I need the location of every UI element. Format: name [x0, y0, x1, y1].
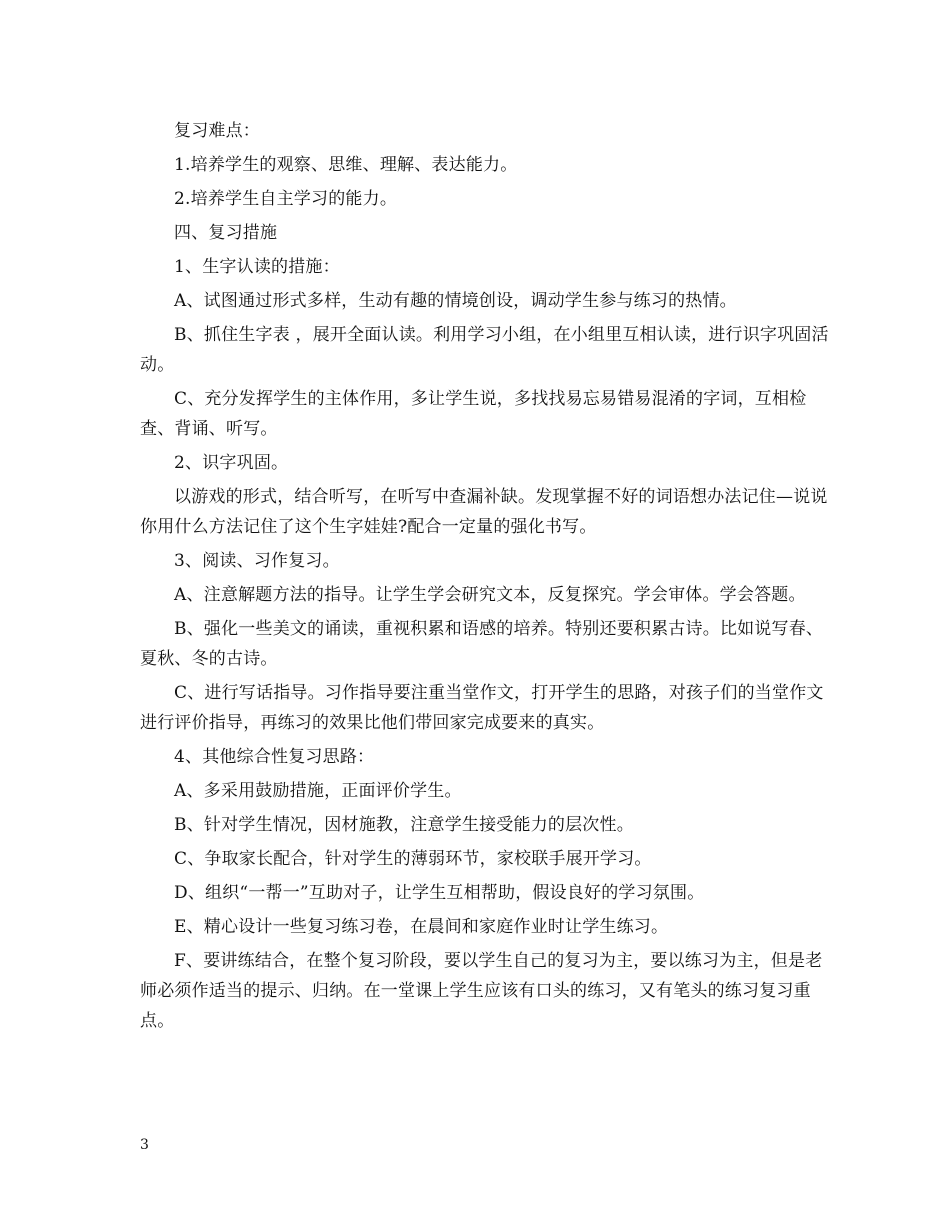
paragraph-measure-4c: C、争取家长配合，针对学生的薄弱环节，家校联手展开学习。 — [174, 849, 652, 869]
paragraph-measure-2-body: 以游戏的形式，结合听写，在听写中查漏补缺。发现掌握不好的词语想办法记住—说说你用什么方法记住了这个生字娃娃?配合一定量的强化书写。 — [140, 487, 828, 537]
paragraph-measure-1-heading: 1、生字认读的措施： — [174, 257, 340, 277]
paragraph-measure-4d: D、组织“一帮一”互助对子，让学生互相帮助，假设良好的学习氛围。 — [174, 883, 705, 903]
paragraph-measure-2-heading: 2、识字巩固。 — [174, 453, 289, 473]
paragraph-difficulty-2: 2.培养学生自主学习的能力。 — [174, 189, 398, 209]
paragraph-measure-4e: E、精心设计一些复习练习卷，在晨间和家庭作业时让学生练习。 — [174, 917, 669, 937]
paragraph-section-4-heading: 四、复习措施 — [174, 223, 278, 243]
paragraph-measure-1a: A、试图通过形式多样，生动有趣的情境创设，调动学生参与练习的热情。 — [174, 291, 737, 311]
paragraph-measure-4a: A、多采用鼓励措施，正面评价学生。 — [174, 781, 462, 801]
paragraph-measure-3a: A、注意解题方法的指导。让学生学会研究文本，反复探究。学会审体。学会答题。 — [174, 585, 806, 605]
paragraph-review-difficulty-heading: 复习难点： — [174, 121, 260, 141]
paragraph-measure-3-heading: 3、阅读、习作复习。 — [174, 551, 340, 571]
document-body — [140, 116, 830, 1040]
paragraph-measure-3b: B、强化一些美文的诵读，重视积累和语感的培养。特别还要积累古诗。比如说写春、夏秋、冬的古诗。 — [140, 619, 824, 669]
paragraph-measure-4b: B、针对学生情况，因材施教，注意学生接受能力的层次性。 — [174, 815, 634, 835]
paragraph-measure-4f: F、要讲练结合，在整个复习阶段，要以学生自己的复习为主，要以练习为主，但是老师必须作适当的提示、归纳。在一堂课上学生应该有口头的练习，又有笔头的练习复习重点。 — [140, 951, 823, 1031]
paragraph-measure-4-heading: 4、其他综合性复习思路： — [174, 747, 375, 767]
paragraph-measure-3c: C、进行写话指导。习作指导要注重当堂作文，打开学生的思路，对孩子们的当堂作文进行评价指导，再练习的效果比他们带回家完成要来的真实。 — [140, 683, 824, 733]
page-number: 3 — [140, 1137, 149, 1153]
paragraph-measure-1b: B、抓住生字表 ，展开全面认读。利用学习小组，在小组里互相认读，进行识字巩固活动。 — [140, 325, 829, 375]
paragraph-measure-1c: C、充分发挥学生的主体作用，多让学生说，多找找易忘易错易混淆的字词，互相检查、背诵、听写。 — [140, 389, 807, 439]
paragraph-difficulty-1: 1.培养学生的观察、思维、理解、表达能力。 — [174, 155, 518, 175]
